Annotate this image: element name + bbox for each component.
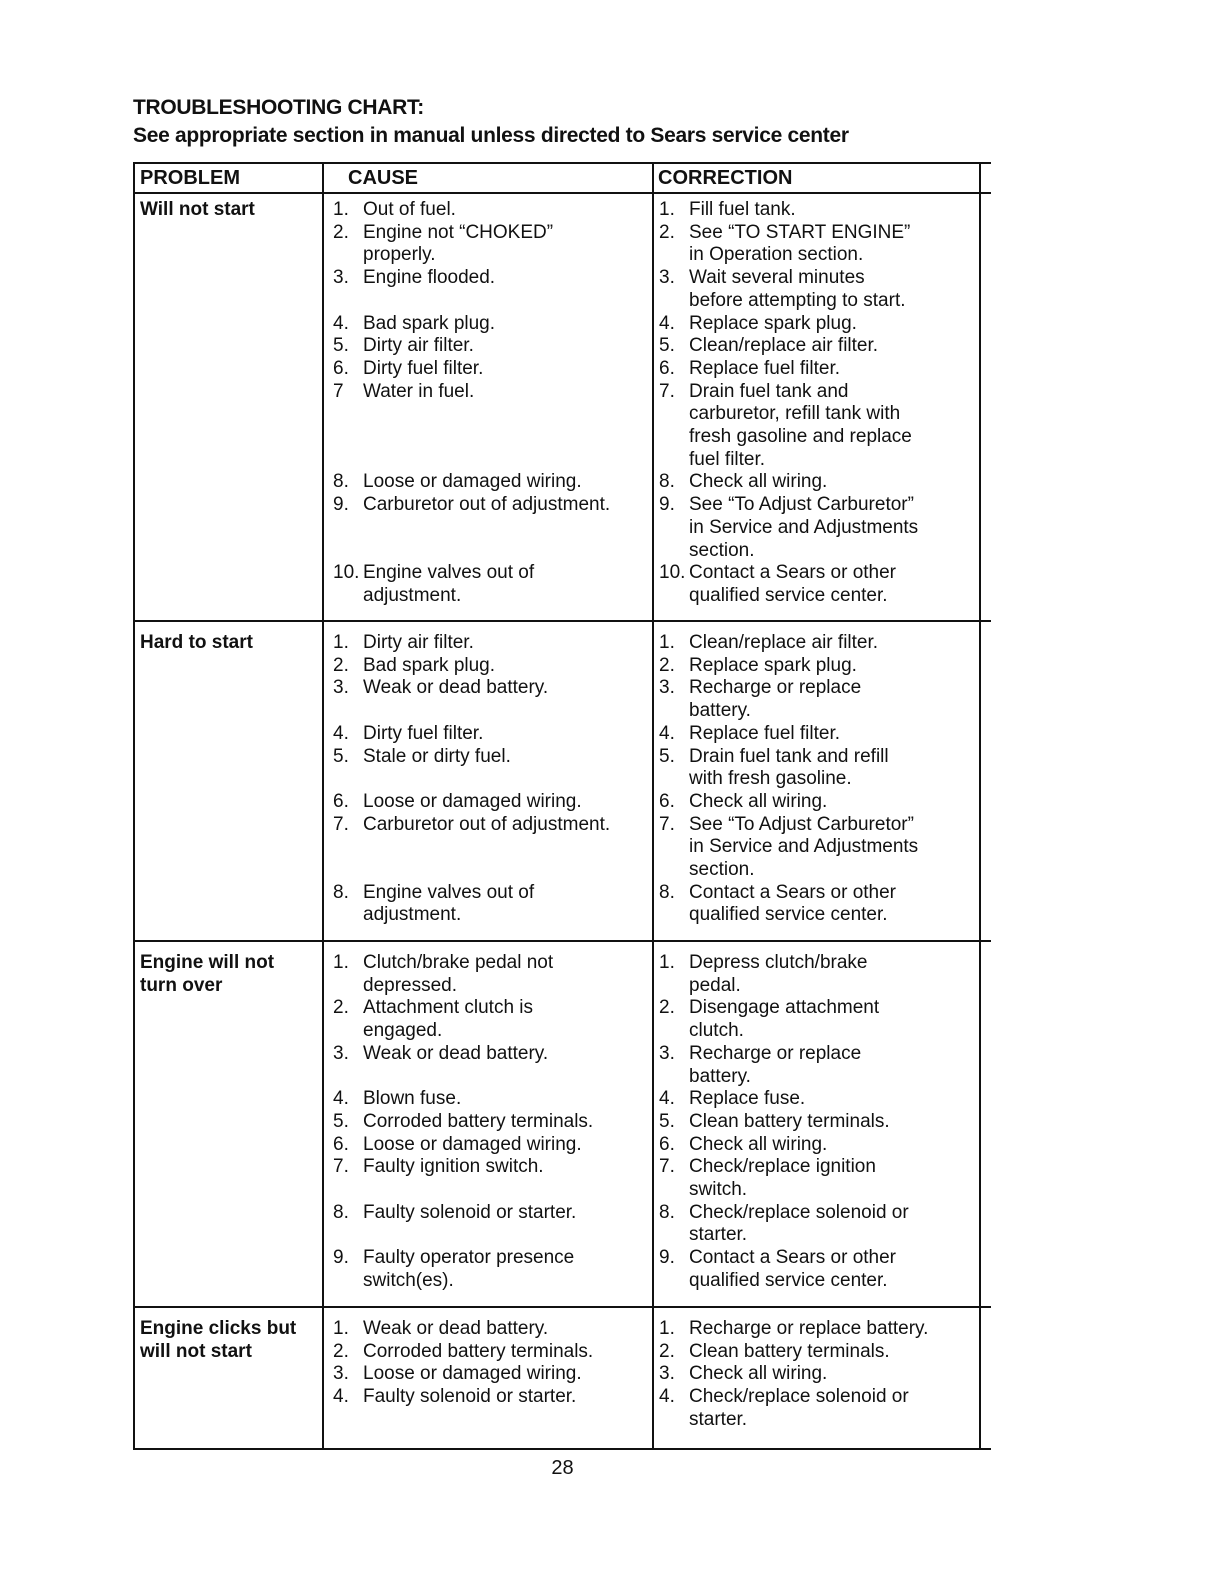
cause-text: Dirty air filter. — [363, 632, 474, 653]
cause-line — [333, 1317, 548, 1340]
cause-text: Faulty operator presence — [363, 1247, 575, 1269]
cause-line — [333, 745, 511, 768]
column-header-cause — [348, 167, 418, 190]
cause-line — [333, 813, 610, 836]
problem-label: Will not start — [140, 199, 255, 220]
cause-line — [333, 996, 533, 1019]
cause-text: Loose or damaged wiring. — [363, 471, 582, 493]
correction-text: Contact a Sears or other — [689, 881, 896, 903]
correction-text: section. — [689, 859, 755, 880]
cause-number: 4. — [333, 312, 349, 334]
page-number: 28 — [551, 1457, 574, 1479]
cause-number: 2. — [333, 997, 349, 1019]
cause-text: Blown fuse. — [363, 1088, 462, 1110]
cause-text: adjustment. — [363, 904, 462, 926]
correction-text: See “To Adjust Carburetor” — [689, 494, 914, 516]
cause-line — [333, 221, 553, 244]
cause-line — [333, 1042, 548, 1065]
correction-line — [659, 722, 840, 745]
correction-number: 8. — [659, 471, 675, 493]
correction-line — [659, 1155, 876, 1178]
correction-text: Replace fuse. — [689, 1088, 806, 1110]
cause-number: 3. — [333, 267, 349, 289]
cause-number: 6. — [333, 1133, 349, 1155]
correction-line — [659, 1223, 747, 1246]
correction-number: 1. — [659, 199, 675, 220]
cause-text: Water in fuel. — [363, 380, 475, 402]
correction-text: Replace spark plug. — [689, 654, 857, 676]
correction-text: before attempting to start. — [689, 289, 906, 311]
correction-line — [659, 790, 827, 813]
cause-text: Dirty air filter. — [363, 335, 474, 357]
cause-number: 2. — [333, 1340, 349, 1362]
cause-line — [333, 334, 474, 357]
correction-line — [659, 996, 879, 1019]
correction-line — [659, 402, 900, 425]
cause-text: Corroded battery terminals. — [363, 1110, 594, 1132]
correction-text: Recharge or replace — [689, 1042, 862, 1064]
correction-line — [659, 1408, 747, 1431]
correction-text: Fill fuel tank. — [689, 199, 796, 220]
section-divider — [133, 940, 991, 942]
correction-text: Contact a Sears or other — [689, 562, 896, 584]
cause-text: Out of fuel. — [363, 199, 456, 220]
cause-number: 10. — [333, 562, 360, 584]
correction-line — [659, 903, 888, 926]
cause-line — [333, 1110, 593, 1133]
correction-text: in Operation section. — [689, 244, 864, 266]
correction-text: Wait several minutes — [689, 267, 865, 289]
correction-line — [659, 584, 888, 607]
correction-text: Clean battery terminals. — [689, 1110, 890, 1132]
correction-number: 1. — [659, 632, 675, 653]
correction-line — [659, 858, 754, 881]
correction-line — [659, 516, 918, 539]
correction-line — [659, 198, 796, 221]
correction-line — [659, 745, 889, 768]
correction-line — [659, 493, 914, 516]
correction-line — [659, 1065, 751, 1088]
column-header-correction-label: CORRECTION — [658, 167, 793, 189]
correction-line — [659, 1110, 890, 1133]
cause-text: switch(es). — [363, 1269, 454, 1291]
cause-line — [333, 493, 610, 516]
cause-line — [333, 722, 483, 745]
cause-number: 7. — [333, 813, 349, 835]
correction-text: Clean/replace air filter. — [689, 632, 879, 653]
section-divider — [133, 1306, 991, 1308]
cause-text: Dirty fuel filter. — [363, 357, 484, 379]
correction-text: Replace fuel filter. — [689, 357, 841, 379]
cause-number: 8. — [333, 471, 349, 493]
problem-label: Hard to start — [140, 632, 253, 653]
correction-line — [659, 881, 896, 904]
correction-line — [659, 448, 765, 471]
table-top-border — [133, 162, 991, 164]
correction-text: with fresh gasoline. — [689, 768, 852, 790]
correction-text: Clean/replace air filter. — [689, 335, 879, 357]
problem-label: Engine clicks but will not start — [140, 1318, 297, 1362]
cause-number: 8. — [333, 1201, 349, 1223]
cause-text: Bad spark plug. — [363, 654, 496, 676]
correction-number: 4. — [659, 722, 675, 744]
correction-number: 8. — [659, 1201, 675, 1223]
column-header-correction — [658, 167, 792, 190]
correction-number: 9. — [659, 494, 675, 516]
page-subtitle: See appropriate section in manual unless directed to Sears service center — [133, 124, 849, 147]
correction-line — [659, 974, 741, 997]
correction-number: 8. — [659, 881, 675, 903]
correction-text: Recharge or replace — [689, 677, 862, 699]
cause-line — [333, 266, 495, 289]
correction-line — [659, 312, 857, 335]
cause-line — [333, 561, 534, 584]
correction-column-divider — [652, 162, 654, 1450]
correction-line — [659, 221, 910, 244]
cause-text: Faulty solenoid or starter. — [363, 1386, 577, 1408]
correction-line — [659, 357, 840, 380]
cause-line — [333, 470, 582, 493]
correction-text: qualified service center. — [689, 904, 888, 926]
cause-text: Stale or dirty fuel. — [363, 745, 511, 767]
correction-line — [659, 699, 751, 722]
cause-line — [333, 243, 436, 266]
correction-line — [659, 1087, 805, 1110]
correction-text: Check all wiring. — [689, 1133, 828, 1155]
correction-text: starter. — [689, 1408, 748, 1430]
cause-line — [333, 1201, 576, 1224]
cause-text: Corroded battery terminals. — [363, 1340, 594, 1362]
correction-number: 2. — [659, 997, 675, 1019]
correction-number: 10. — [659, 562, 686, 584]
correction-line — [659, 1201, 909, 1224]
correction-text: See “To Adjust Carburetor” — [689, 813, 914, 835]
cause-text: Engine not “CHOKED” — [363, 221, 554, 243]
correction-number: 7. — [659, 813, 675, 835]
cause-text: Engine flooded. — [363, 267, 496, 289]
cause-line — [333, 357, 483, 380]
cause-text: Weak or dead battery. — [363, 1318, 549, 1339]
cause-number: 5. — [333, 335, 349, 357]
correction-number: 3. — [659, 267, 675, 289]
cause-number: 6. — [333, 790, 349, 812]
cause-text: engaged. — [363, 1020, 443, 1042]
column-header-cause-label: CAUSE — [348, 167, 419, 189]
correction-line — [659, 767, 852, 790]
correction-text: Replace spark plug. — [689, 312, 857, 334]
correction-number: 4. — [659, 1088, 675, 1110]
correction-line — [659, 813, 914, 836]
correction-text: carburetor, refill tank with — [689, 403, 901, 425]
correction-number: 4. — [659, 1386, 675, 1408]
correction-line — [659, 539, 754, 562]
section-divider — [133, 620, 991, 622]
correction-number: 6. — [659, 357, 675, 379]
cause-text: Carburetor out of adjustment. — [363, 494, 611, 516]
cause-number: 3. — [333, 1363, 349, 1385]
cause-line — [333, 198, 456, 221]
cause-line — [333, 1019, 442, 1042]
correction-line — [659, 1362, 827, 1385]
correction-text: Contact a Sears or other — [689, 1247, 896, 1269]
correction-text: Drain fuel tank and — [689, 380, 849, 402]
correction-number: 1. — [659, 1318, 675, 1339]
correction-line — [659, 1385, 909, 1408]
cause-line — [333, 584, 461, 607]
cause-number: 1. — [333, 1318, 349, 1339]
table-bottom-border — [133, 1448, 991, 1450]
correction-text: See “TO START ENGINE” — [689, 221, 911, 243]
cause-text: Engine valves out of — [363, 881, 535, 903]
cause-text: depressed. — [363, 974, 458, 996]
cause-line — [333, 676, 548, 699]
correction-text: in Service and Adjustments — [689, 516, 919, 538]
cause-line — [333, 903, 461, 926]
correction-text: Check all wiring. — [689, 790, 828, 812]
cause-line — [333, 1340, 593, 1363]
cause-text: Faulty solenoid or starter. — [363, 1201, 577, 1223]
cause-number: 1. — [333, 952, 349, 973]
correction-line — [659, 334, 878, 357]
cause-number: 5. — [333, 745, 349, 767]
cause-number: 3. — [333, 1042, 349, 1064]
correction-text: pedal. — [689, 974, 741, 996]
correction-text: fresh gasoline and replace — [689, 426, 912, 447]
correction-line — [659, 289, 906, 312]
correction-line — [659, 380, 849, 403]
correction-text: section. — [689, 539, 755, 561]
cause-line — [333, 1269, 454, 1292]
cause-number: 7. — [333, 1156, 349, 1178]
correction-text: switch. — [689, 1179, 748, 1200]
correction-text: Check/replace solenoid or — [689, 1386, 909, 1408]
cause-number: 4. — [333, 1088, 349, 1110]
correction-line — [659, 1269, 888, 1292]
correction-text: Depress clutch/brake — [689, 952, 868, 973]
cause-text: properly. — [363, 244, 436, 266]
correction-number: 3. — [659, 677, 675, 699]
correction-line — [659, 243, 863, 266]
cause-line — [333, 1155, 544, 1178]
cause-number: 8. — [333, 881, 349, 903]
correction-text: Recharge or replace battery. — [689, 1318, 929, 1339]
correction-line — [659, 835, 918, 858]
cause-text: Loose or damaged wiring. — [363, 1363, 582, 1385]
correction-number: 4. — [659, 312, 675, 334]
correction-text: Check all wiring. — [689, 471, 828, 493]
page-title: TROUBLESHOOTING CHART: — [133, 96, 424, 119]
correction-text: clutch. — [689, 1020, 744, 1042]
cause-line — [333, 790, 582, 813]
correction-line — [659, 1042, 861, 1065]
cause-line — [333, 974, 457, 997]
correction-number: 2. — [659, 221, 675, 243]
cause-number: 6. — [333, 357, 349, 379]
correction-number: 2. — [659, 654, 675, 676]
correction-number: 6. — [659, 1133, 675, 1155]
header-divider — [133, 192, 991, 194]
correction-line — [659, 631, 878, 654]
correction-line — [659, 654, 857, 677]
troubleshooting-table — [133, 162, 991, 1450]
correction-text: Drain fuel tank and refill — [689, 745, 889, 767]
cause-line — [333, 1087, 461, 1110]
cause-line — [333, 1246, 574, 1269]
cause-number: 5. — [333, 1110, 349, 1132]
cause-number: 1. — [333, 632, 349, 653]
correction-text: qualified service center. — [689, 1269, 888, 1291]
correction-text: Replace fuel filter. — [689, 722, 841, 744]
column-header-problem-label: PROBLEM — [140, 167, 240, 189]
problem-label: Engine will not turn over — [140, 952, 275, 996]
correction-line — [659, 676, 861, 699]
correction-number: 5. — [659, 1110, 675, 1132]
correction-text: Check all wiring. — [689, 1363, 828, 1385]
cause-line — [333, 1362, 582, 1385]
cause-number: 4. — [333, 722, 349, 744]
correction-line — [659, 266, 865, 289]
cause-text: Carburetor out of adjustment. — [363, 813, 611, 835]
cause-text: Engine valves out of — [363, 562, 535, 584]
cause-line — [333, 951, 553, 974]
correction-line — [659, 1178, 747, 1201]
correction-line — [659, 1133, 827, 1156]
cause-text: adjustment. — [363, 584, 462, 606]
correction-number: 3. — [659, 1042, 675, 1064]
cause-line — [333, 881, 534, 904]
cause-line — [333, 654, 495, 677]
correction-text: Check/replace solenoid or — [689, 1201, 909, 1223]
correction-number: 7. — [659, 380, 675, 402]
cause-number: 9. — [333, 1247, 349, 1269]
correction-text: Disengage attachment — [689, 997, 880, 1019]
cause-line — [333, 1133, 582, 1156]
cause-text: Bad spark plug. — [363, 312, 496, 334]
correction-text: battery. — [689, 700, 751, 722]
correction-number: 7. — [659, 1156, 675, 1178]
correction-text: battery. — [689, 1065, 751, 1087]
cause-text: Dirty fuel filter. — [363, 722, 484, 744]
correction-line — [659, 470, 827, 493]
cause-line — [333, 1385, 576, 1408]
correction-line — [659, 1340, 890, 1363]
cause-number: 4. — [333, 1386, 349, 1408]
correction-line — [659, 1246, 896, 1269]
cause-number: 2. — [333, 221, 349, 243]
correction-line — [659, 1019, 744, 1042]
cause-number: 2. — [333, 654, 349, 676]
correction-number: 2. — [659, 1340, 675, 1362]
cause-text: Weak or dead battery. — [363, 1042, 549, 1064]
cause-line — [333, 312, 495, 335]
correction-text: Clean battery terminals. — [689, 1340, 890, 1362]
correction-number: 1. — [659, 952, 675, 973]
cause-column-divider — [322, 162, 324, 1450]
table-right-border — [979, 162, 981, 1450]
cause-number: 3. — [333, 677, 349, 699]
correction-line — [659, 425, 912, 448]
correction-number: 6. — [659, 790, 675, 812]
correction-text: fuel filter. — [689, 448, 766, 470]
table-left-border — [133, 162, 135, 1450]
correction-number: 5. — [659, 335, 675, 357]
cause-line — [333, 631, 474, 654]
cause-text: Loose or damaged wiring. — [363, 1133, 582, 1155]
correction-text: starter. — [689, 1224, 748, 1246]
correction-text: qualified service center. — [689, 584, 888, 606]
cause-text: Clutch/brake pedal not — [363, 952, 554, 973]
cause-text: Loose or damaged wiring. — [363, 790, 582, 812]
correction-line — [659, 561, 896, 584]
column-header-problem — [140, 167, 240, 190]
correction-text: Check/replace ignition — [689, 1156, 876, 1178]
correction-text: in Service and Adjustments — [689, 836, 919, 858]
correction-line — [659, 951, 867, 974]
cause-line — [333, 380, 474, 403]
cause-number: 1. — [333, 199, 349, 220]
cause-text: Attachment clutch is — [363, 997, 534, 1019]
cause-number: 7 — [333, 380, 344, 402]
correction-number: 5. — [659, 745, 675, 767]
cause-text: Weak or dead battery. — [363, 677, 549, 699]
correction-number: 3. — [659, 1363, 675, 1385]
cause-number: 9. — [333, 494, 349, 516]
correction-number: 9. — [659, 1247, 675, 1269]
cause-text: Faulty ignition switch. — [363, 1156, 544, 1178]
correction-line — [659, 1317, 928, 1340]
